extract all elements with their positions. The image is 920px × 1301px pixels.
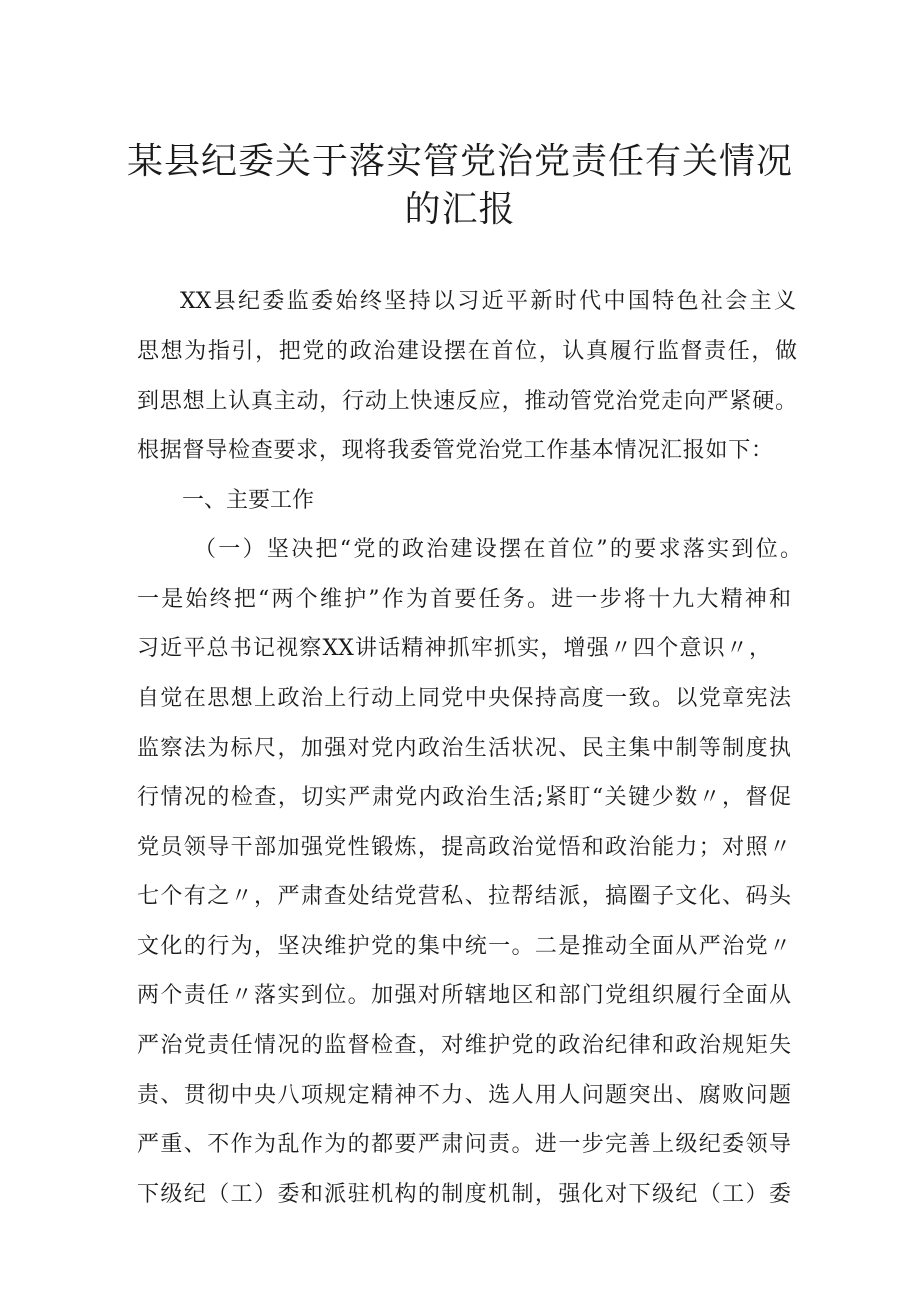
subsection-heading: （一）坚决把“党的政治建设摆在首位”的要求落实到位。	[194, 537, 802, 562]
paragraph-line-1: XX县纪委监委始终坚持以习近平新时代中国特色社会主义	[180, 289, 796, 314]
section-heading: 一、主要工作	[182, 488, 315, 513]
paragraph-line-14: 文化的行为，坚决维护党的集中统一。二是推动全面从严治党〃	[137, 934, 791, 959]
paragraph-line-15: 两个责任〃落实到位。加强对所辖地区和部门党组织履行全面从	[137, 983, 791, 1008]
paragraph-line-7: 一是始终把“两个维护”作为首要任务。进一步将十九大精神和	[137, 587, 791, 612]
paragraph-line-18: 严重、不作为乱作为的都要严肃问责。进一步完善上级纪委领导	[137, 1132, 791, 1157]
paragraph-line-9: 自觉在思想上政治上行动上同党中央保持高度一致。以党章宪法	[137, 686, 791, 711]
title-line-1: 某县纪委关于落实管党治党责任有关情况	[126, 141, 793, 182]
paragraph-line-4: 根据督导检查要求，现将我委管党治党工作基本情况汇报如下：	[137, 438, 773, 463]
paragraph-line-2: 思想为指引，把党的政治建设摆在首位，认真履行监督责任，做	[137, 339, 797, 364]
paragraph-line-8: 习近平总书记视察XX讲话精神抓牢抓实，增强〃四个意识〃，	[137, 636, 771, 661]
paragraph-line-3: 到思想上认真主动，行动上快速反应，推动管党治党走向严紧硬。	[137, 389, 797, 414]
paragraph-line-19: 下级纪（工）委和派驻机构的制度机制，强化对下级纪（工）委	[137, 1182, 791, 1207]
paragraph-line-11: 行情况的检查，切实严肃党内政治生活;紧盯“关键少数〃，督促	[137, 785, 791, 810]
paragraph-line-16: 严治党责任情况的监督检查，对维护党的政治纪律和政治规矩失	[137, 1033, 791, 1058]
paragraph-line-12: 党员领导干部加强党性锻炼，提高政治觉悟和政治能力；对照〃	[137, 835, 791, 860]
paragraph-line-17: 责、贯彻中央八项规定精神不力、选人用人问题突出、腐败问题	[137, 1083, 791, 1108]
title-line-2: 的汇报	[404, 189, 516, 230]
paragraph-line-10: 监察法为标尺，加强对党内政治生活状况、民主集中制等制度执	[137, 736, 791, 761]
paragraph-line-13: 七个有之〃，严肃查处结党营私、拉帮结派，搞圈子文化、码头	[137, 884, 791, 909]
